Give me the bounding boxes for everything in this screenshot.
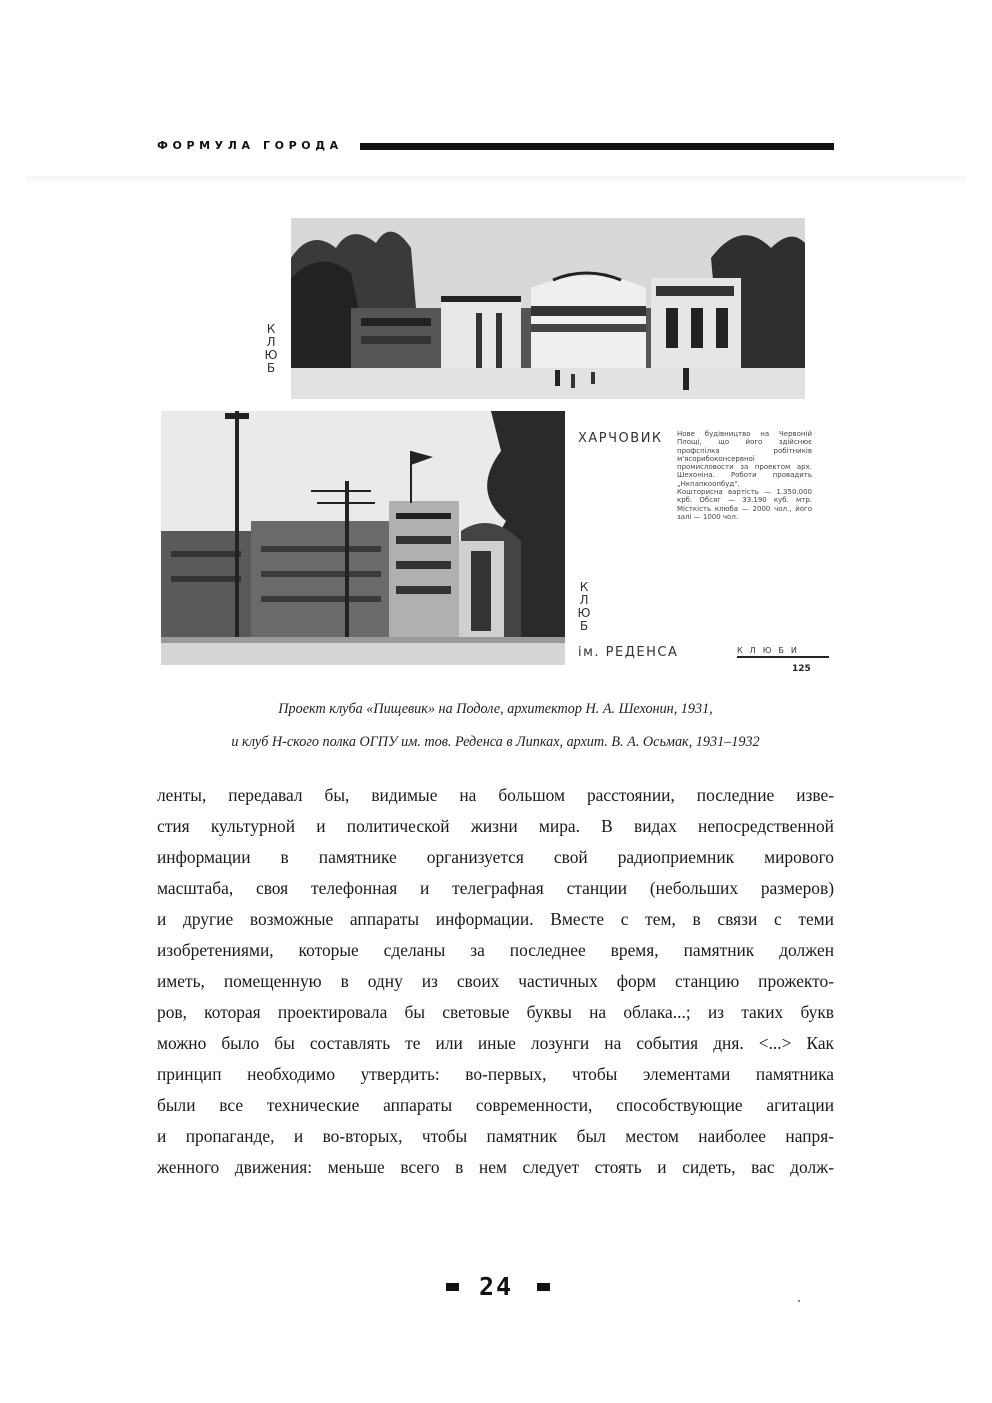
side-letter: К [266,322,276,336]
description-paragraph: Кошторисна вартість — 1.350.000 крб. Обсяг — 33.190 куб. мтр. Місткість клюба — 2000 чол., його залі — 1000 чол. [677,488,812,521]
side-letter: Л [266,335,276,349]
scan-speck [798,1300,800,1302]
photo-club-redens [161,411,565,665]
body-text [157,780,834,1183]
side-letter: Ю [577,606,591,620]
folio-square-left [446,1283,459,1291]
running-head-rule [360,143,834,150]
page-folio [0,1272,992,1302]
text-line: изобретениями, которые сделаны за последнее время, памятник должен [157,940,834,960]
page-number: 24 [478,1272,514,1301]
text-line: масштаба, своя телефонная и телеграфная станции (небольших размеров) [157,878,834,898]
caption-line: Проект клуба «Пищевик» на Подоле, архитектор Н. А. Шехонин, 1931, [278,701,713,717]
side-letter: Б [266,361,276,375]
label-redens: ім. РЕДЕНСА [578,645,679,660]
section-label-clubs: КЛЮБИ [737,646,829,658]
side-letter: Ю [264,348,278,362]
photo-top-side-word [264,323,278,375]
magazine-page-number: 125 [792,664,811,674]
scan-shadow [26,176,966,184]
photo-bottom-side-word [577,581,591,633]
photo-club-pishchevik [291,218,805,399]
text-line: и другие возможные аппараты информации. Вместе с тем, в связи с теми [157,909,834,929]
side-letter: Л [579,593,589,607]
text-line: и пропаганде, и во-вторых, чтобы памятник был местом наиболее напря- [157,1126,834,1146]
side-letter: Б [579,619,589,633]
text-line: иметь, помещенную в одну из своих частичных форм станцию прожекто- [157,971,834,991]
figure-caption [157,693,834,759]
figure-description [677,430,812,521]
running-head [157,138,834,154]
text-line: ленты, передавал бы, видимые на большом расстоянии, последние изве- [157,785,834,805]
text-line: информации в памятнике организуется свой радиоприемник мирового [157,847,834,867]
caption-line: и клуб Н-ского полка ОГПУ им. тов. Реденса в Липках, архит. В. А. Осьмак, 1931–1932 [231,734,760,750]
text-line: женного движения: меньше всего в нем следует стоять и сидеть, вас долж- [157,1157,834,1177]
side-letter: К [579,580,589,594]
text-line: стия культурной и политической жизни мира. В видах непосредственной [157,816,834,836]
text-line: ров, которая проектировала бы световые буквы на облака...; из таких букв [157,1002,834,1022]
folio-square-right [537,1283,550,1291]
text-line: принцип необходимо утвердить: во-первых, чтобы элементами памятника [157,1064,834,1084]
text-line: можно было бы составлять те или иные лозунги на события дня. <...> Как [157,1033,834,1053]
label-kharchovyk: ХАРЧОВИК [578,431,663,446]
text-line: были все технические аппараты современности, способствующие агитации [157,1095,834,1115]
running-head-title: ФОРМУЛА ГОРОДА [157,139,343,152]
description-paragraph: Нове будівництво на Червоній Площі, що його здійснює профспілка робітників м'ясорибоконсервної промисловости за проектом арх. Шехоніна. Роботи провадить „Нкпапкоопбуд". [677,430,812,488]
